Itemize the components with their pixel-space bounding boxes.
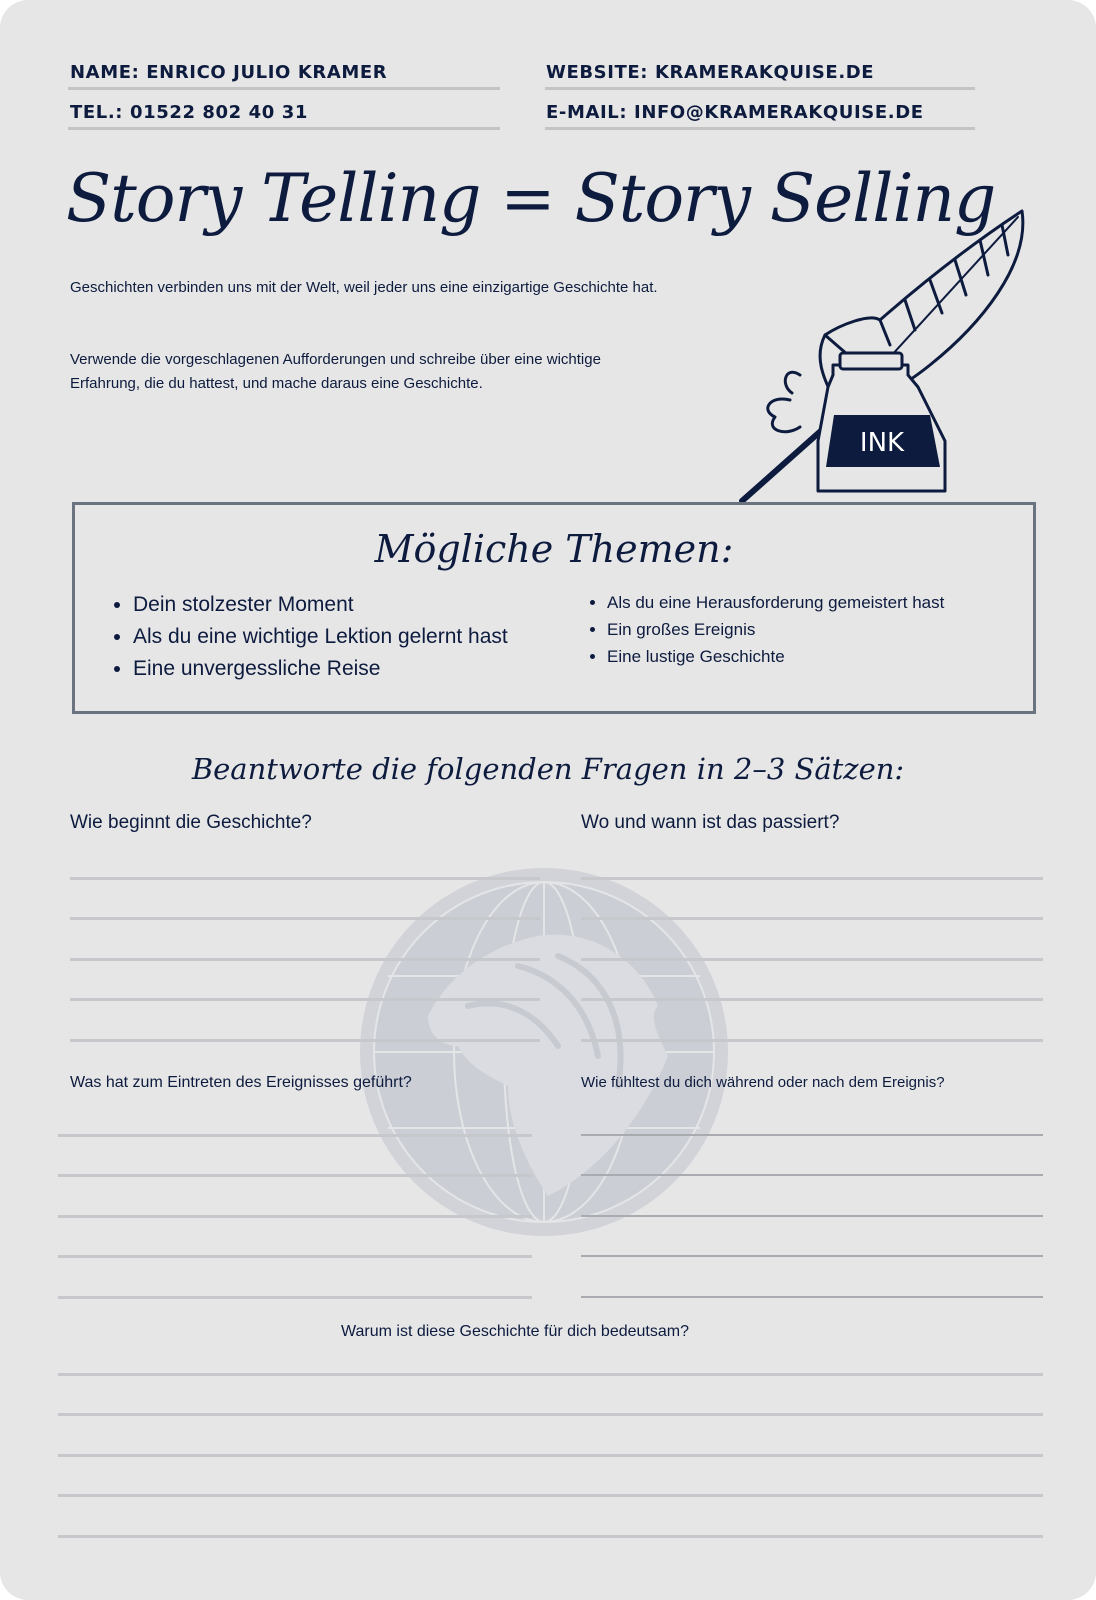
answer-line-q1[interactable]: [70, 877, 540, 880]
header-email: E-MAIL: INFO@KRAMERAKQUISE.DE: [546, 102, 924, 123]
lion-globe-watermark-icon: [358, 866, 730, 1238]
answer-line-q1[interactable]: [70, 1039, 540, 1042]
answer-line-q2[interactable]: [581, 958, 1043, 961]
answer-line-q5[interactable]: [58, 1373, 1043, 1376]
answer-line-q5[interactable]: [58, 1454, 1043, 1457]
answer-line-q5[interactable]: [58, 1535, 1043, 1538]
theme-item: • Eine unvergessliche Reise: [133, 653, 508, 685]
answer-line-q4[interactable]: [581, 1296, 1043, 1298]
theme-item: • Als du eine wichtige Lektion gelernt hast: [133, 621, 508, 653]
answer-line-q1[interactable]: [70, 998, 540, 1001]
answer-line-q2[interactable]: [581, 1039, 1043, 1042]
page-title: Story Telling = Story Selling: [66, 160, 996, 237]
answer-heading: Beantworte die folgenden Fragen in 2–3 Sätzen:: [191, 752, 905, 786]
question-1: Wie beginnt die Geschichte?: [70, 812, 312, 833]
question-2: Wo und wann ist das passiert?: [581, 812, 840, 833]
intro-paragraph-1: Geschichten verbinden uns mit der Welt, weil jeder uns eine einzigartige Geschichte hat.: [70, 279, 658, 296]
answer-line-q5[interactable]: [58, 1413, 1043, 1416]
themes-left-list: [111, 589, 508, 685]
answer-line-q3[interactable]: [58, 1174, 532, 1177]
header-tel: TEL.: 01522 802 40 31: [70, 102, 309, 123]
answer-line-q2[interactable]: [581, 877, 1043, 880]
answer-line-q3[interactable]: [58, 1255, 532, 1258]
answer-line-q1[interactable]: [70, 917, 540, 920]
ink-label: INK: [859, 428, 905, 458]
answer-line-q4[interactable]: [581, 1134, 1043, 1136]
answer-line-q4[interactable]: [581, 1255, 1043, 1257]
answer-line-q3[interactable]: [58, 1296, 532, 1299]
answer-line-q2[interactable]: [581, 998, 1043, 1001]
header-website-line: [545, 87, 975, 90]
answer-line-q3[interactable]: [58, 1215, 532, 1218]
answer-line-q1[interactable]: [70, 958, 540, 961]
header-email-line: [545, 127, 975, 130]
themes-box: [72, 502, 1036, 714]
question-5: Warum ist diese Geschichte für dich bedeutsam?: [340, 1323, 689, 1340]
answer-line-q5[interactable]: [58, 1494, 1043, 1497]
question-3: Was hat zum Eintreten des Ereignisses geführt?: [70, 1074, 412, 1091]
answer-line-q3[interactable]: [58, 1134, 532, 1137]
theme-item: • Dein stolzester Moment: [133, 589, 508, 621]
theme-item: • Ein großes Ereignis: [607, 616, 944, 643]
header-name-line: [68, 87, 500, 90]
answer-line-q2[interactable]: [581, 917, 1043, 920]
themes-title: Mögliche Themen:: [374, 527, 734, 571]
answer-line-q4[interactable]: [581, 1215, 1043, 1217]
themes-right-list: [585, 589, 944, 670]
header-name: NAME: ENRICO JULIO KRAMER: [70, 62, 388, 83]
theme-item: • Als du eine Herausforderung gemeistert hast: [607, 589, 944, 616]
question-4: Wie fühltest du dich während oder nach dem Ereignis?: [581, 1074, 945, 1091]
header-website: WEBSITE: KRAMERAKQUISE.DE: [546, 62, 875, 83]
quill-ink-illustration: [730, 205, 1050, 505]
intro-paragraph-2: Verwende die vorgeschlagenen Aufforderungen und schreibe über eine wichtige Erfahrung, die du hattest, und mache daraus eine Geschichte.: [70, 351, 601, 392]
theme-item: • Eine lustige Geschichte: [607, 643, 944, 670]
ink-bottle-icon: [818, 353, 945, 491]
answer-line-q4[interactable]: [581, 1174, 1043, 1176]
header-tel-line: [68, 127, 500, 130]
